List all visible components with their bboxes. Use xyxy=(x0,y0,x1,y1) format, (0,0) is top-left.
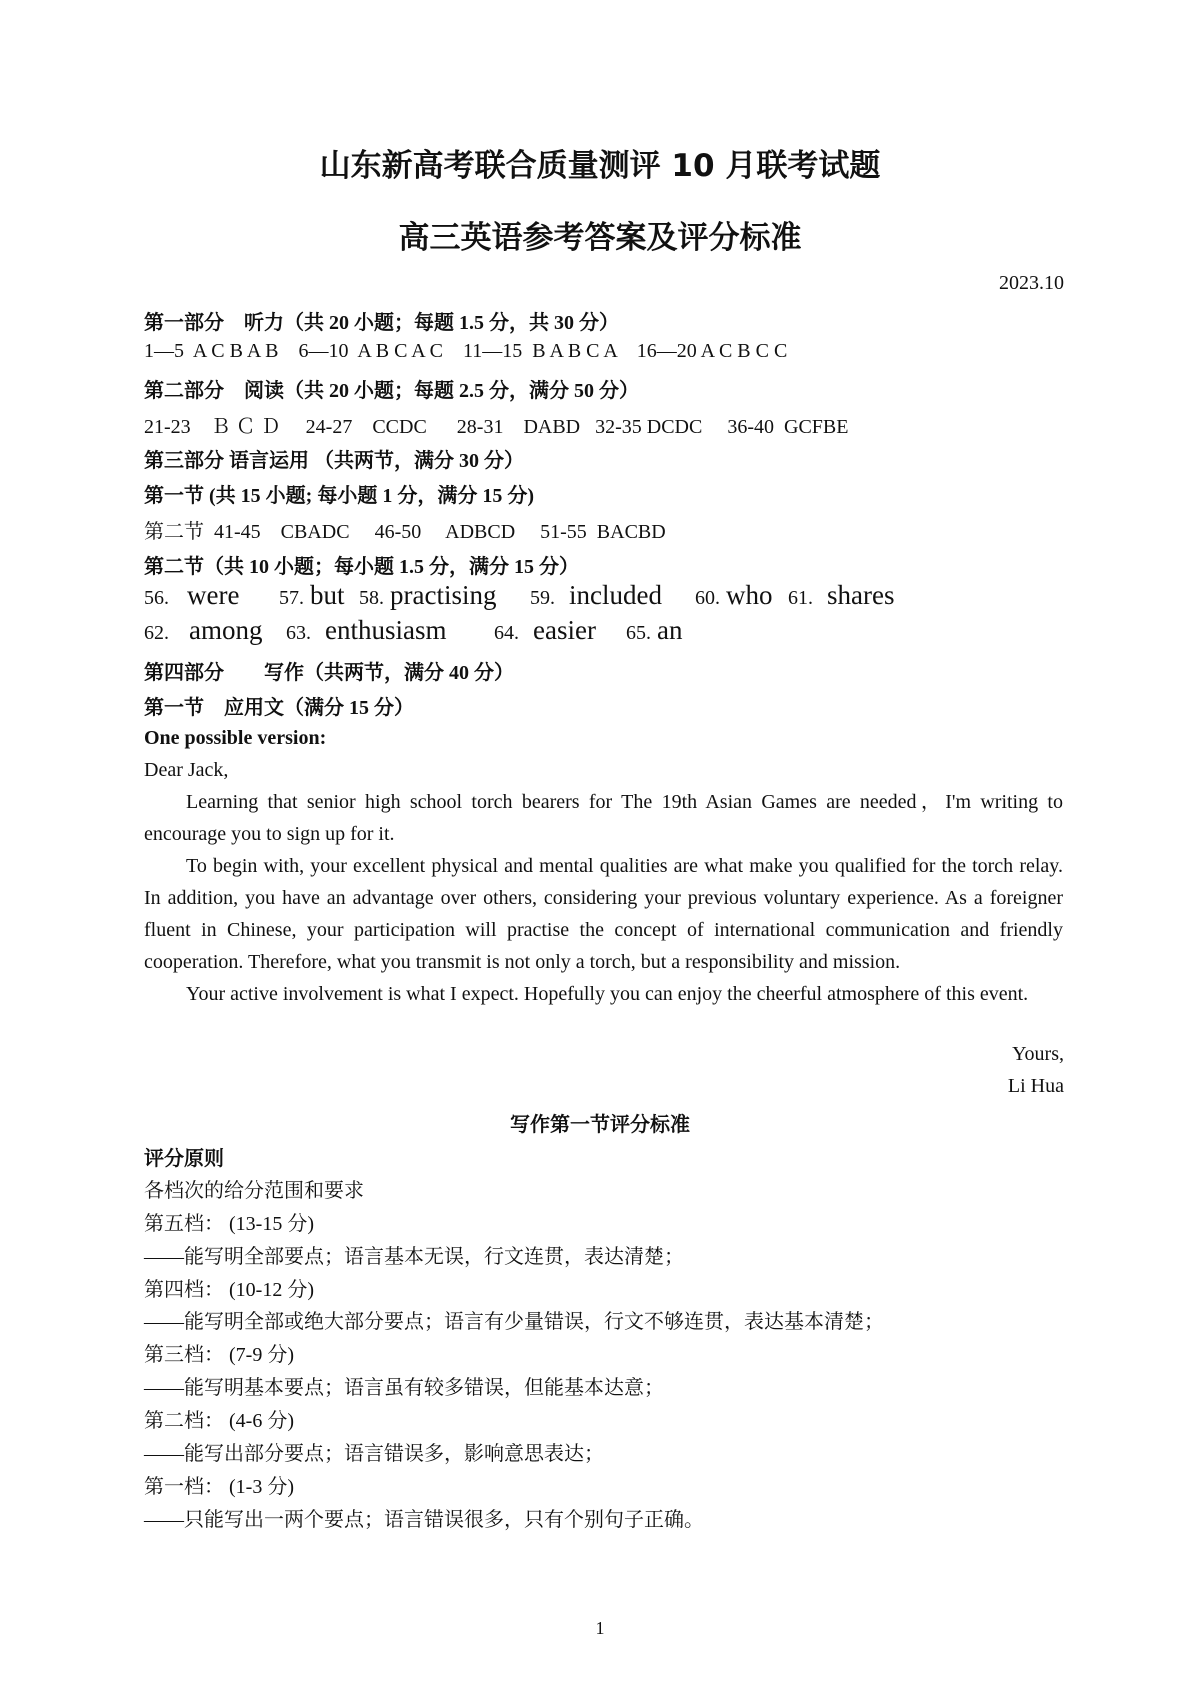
page-title: 山东新高考联合质量测评 10 月联考试题 xyxy=(319,148,881,184)
level-4-label: 第四档： (10-12 分) xyxy=(144,1279,314,1301)
answer-word: but xyxy=(310,580,345,610)
level-1-label: 第一档： (1-3 分) xyxy=(144,1476,294,1498)
letter-paragraph-3: Your active involvement is what I expect. Hopefully you can enjoy the cheerful atmosphere of this event. xyxy=(186,983,1029,1005)
part2-answers: 21-23 Ｂ Ｃ Ｄ 24-27 CCDC 28-31 DABD 32-35 DCDC 36-40 GCFBE xyxy=(144,416,849,438)
scoring-intro: 各档次的给分范围和要求 xyxy=(144,1180,364,1202)
answer-number: 65. xyxy=(626,622,651,644)
level-3-desc: ——能写明基本要点；语言虽有较多错误，但能基本达意； xyxy=(144,1377,664,1399)
part3-section1-heading: 第一节 (共 15 小题; 每小题 1 分，满分 15 分) xyxy=(144,485,534,507)
letter-paragraph-1: Learning that senior high school torch bearers for The 19th Asian Games are needed，I'm writing to encourage you to sign up for it. xyxy=(144,791,1063,845)
answer-number: 57. xyxy=(279,587,304,609)
part4-section1-heading: 第一节 应用文（满分 15 分） xyxy=(144,697,414,719)
answer-word: enthusiasm xyxy=(325,615,447,645)
answer-word: included xyxy=(569,580,662,610)
version-label: One possible version: xyxy=(144,727,327,749)
answer-number: 56. xyxy=(144,587,169,609)
level-2-label: 第二档： (4-6 分) xyxy=(144,1410,294,1432)
answer-number: 64. xyxy=(494,622,519,644)
part3-heading: 第三部分 语言运用 （共两节，满分 30 分） xyxy=(144,450,524,472)
level-5-label: 第五档： (13-15 分) xyxy=(144,1213,314,1235)
answer-word: practising xyxy=(390,580,497,610)
part4-heading: 第四部分 写作（共两节，满分 40 分） xyxy=(144,662,514,684)
level-3-label: 第三档： (7-9 分) xyxy=(144,1344,294,1366)
level-5-desc: ——能写明全部要点；语言基本无误，行文连贯，表达清楚； xyxy=(144,1246,684,1268)
answer-number: 63. xyxy=(286,622,311,644)
answer-word: were xyxy=(187,580,240,610)
answer-word: shares xyxy=(827,580,895,610)
fill-answers-row-1 xyxy=(144,580,894,611)
part1-answers: 1—5 A C B A B 6—10 A B C A C 11—15 B A B C A 16—20 A C B C C xyxy=(144,340,788,362)
answer-word: an xyxy=(657,615,683,645)
level-2-desc: ——能写出部分要点；语言错误多，影响意思表达； xyxy=(144,1443,604,1465)
level-1-desc: ——只能写出一两个要点；语言错误很多，只有个别句子正确。 xyxy=(144,1509,704,1531)
part3-section2-heading: 第二节（共 10 小题；每小题 1.5 分，满分 15 分） xyxy=(144,556,579,578)
part2-heading: 第二部分 阅读（共 20 小题；每题 2.5 分，满分 50 分） xyxy=(144,380,639,402)
scoring-principle: 评分原则 xyxy=(144,1148,224,1170)
fill-answers-row-2 xyxy=(144,615,682,646)
answer-word: who xyxy=(726,580,773,610)
answer-number: 62. xyxy=(144,622,169,644)
part1-heading: 第一部分 听力（共 20 小题；每题 1.5 分，共 30 分） xyxy=(144,312,619,334)
answer-word: easier xyxy=(533,615,596,645)
letter-paragraph-2: To begin with, your excellent physical and mental qualities are what make you qualified for the torch relay. In addition, you have an advantage over others, considering your previous voluntary experience. As a foreigner fluent in Chinese, your participation will practise the concept of international communication and friendly cooperation. Therefore, what you transmit is not only a torch, but a responsibility and mission. xyxy=(144,855,1063,973)
document-date: 2023.10 xyxy=(999,272,1064,294)
part3-section1-answers: 第二节 41-45 CBADC 46-50 ADBCD 51-55 BACBD xyxy=(144,521,666,543)
scoring-title: 写作第一节评分标准 xyxy=(510,1114,690,1136)
answer-number: 58. xyxy=(359,587,384,609)
letter-closing: Yours, xyxy=(1012,1043,1064,1065)
answer-word: among xyxy=(189,615,263,645)
answer-number: 59. xyxy=(530,587,555,609)
letter-signature: Li Hua xyxy=(1007,1075,1064,1097)
page-subtitle: 高三英语参考答案及评分标准 xyxy=(398,220,802,256)
page-number: 1 xyxy=(595,1618,605,1638)
answer-number: 60. xyxy=(695,587,720,609)
level-4-desc: ——能写明全部或绝大部分要点；语言有少量错误，行文不够连贯，表达基本清楚； xyxy=(144,1311,884,1333)
answer-number: 61. xyxy=(788,587,813,609)
letter-greeting: Dear Jack, xyxy=(144,759,229,781)
